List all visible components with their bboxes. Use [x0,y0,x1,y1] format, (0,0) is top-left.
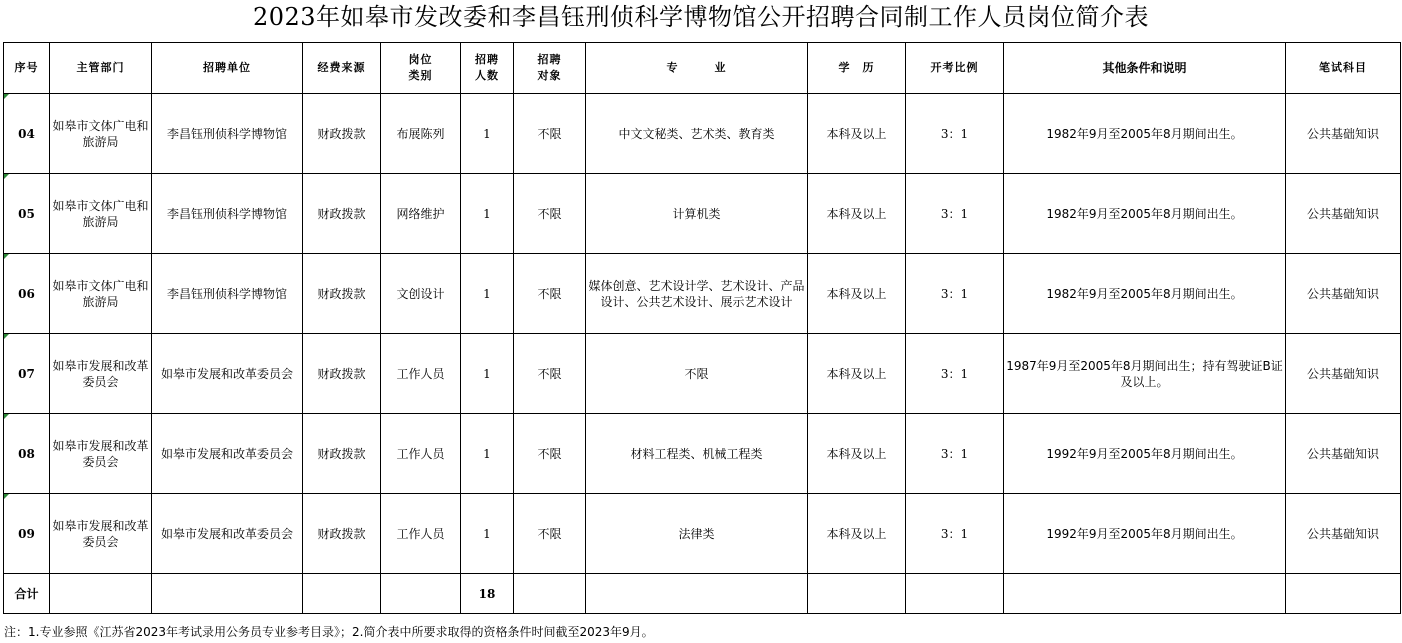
cell-seq [4,414,50,494]
cell-other: 1982年9月至2005年8月期间出生。 [1004,254,1286,334]
total-empty-cell [514,574,586,614]
cell-unit: 李昌钰刑侦科学博物馆 [152,94,303,174]
cell-target: 不限 [514,414,586,494]
cell-edu: 本科及以上 [808,174,906,254]
header-row [4,43,1401,94]
cell-target: 不限 [514,254,586,334]
header-target [514,43,586,94]
cell-edu: 本科及以上 [808,94,906,174]
cell-target: 不限 [514,174,586,254]
cell-count: 1 [461,94,514,174]
header-unit: 招聘单位 [152,43,303,94]
cell-edu: 本科及以上 [808,254,906,334]
cell-fund: 财政拨款 [303,254,381,334]
cell-unit: 如皋市发展和改革委员会 [152,494,303,574]
cell-seq [4,94,50,174]
page-title: 2023年如皋市发改委和李昌钰刑侦科学博物馆公开招聘合同制工作人员岗位简介表 [252,3,1150,31]
header-dept: 主管部门 [50,43,152,94]
cell-dept: 如皋市发展和改革委员会 [50,414,152,494]
header-count-l1: 招聘 [475,53,499,66]
cell-seq-text: 09 [18,526,35,541]
cell-exam: 公共基础知识 [1286,334,1401,414]
header-target-l1: 招聘 [537,53,562,66]
cell-seq [4,174,50,254]
cell-dept: 如皋市发展和改革委员会 [50,494,152,574]
header-target-l2: 对象 [537,69,562,82]
cell-seq-text: 04 [18,126,35,141]
total-empty-cell [808,574,906,614]
header-count-l2: 人数 [475,69,499,82]
cell-major: 媒体创意、艺术设计学、艺术设计、产品设计、公共艺术设计、展示艺术设计 [586,254,808,334]
cell-seq-text: 07 [18,366,35,381]
table-row [4,334,1401,414]
total-empty-cell [381,574,461,614]
cell-edu: 本科及以上 [808,494,906,574]
cell-target: 不限 [514,494,586,574]
cell-count: 1 [461,254,514,334]
cell-seq-text: 06 [18,286,35,301]
table-row [4,494,1401,574]
cell-exam: 公共基础知识 [1286,254,1401,334]
cell-marker-icon [4,174,9,179]
cell-count: 1 [461,414,514,494]
cell-count: 1 [461,494,514,574]
total-label: 合计 [4,574,50,614]
cell-marker-icon [4,414,9,419]
total-empty-cell [1286,574,1401,614]
cell-unit: 李昌钰刑侦科学博物馆 [152,174,303,254]
header-ratio: 开考比例 [906,43,1004,94]
cell-fund: 财政拨款 [303,334,381,414]
footnote: 注：1.专业参照《江苏省2023年考试录用公务员专业参考目录》；2.简介表中所要求取得的资格条件时间截至2023年9月。 [4,625,654,639]
cell-unit: 如皋市发展和改革委员会 [152,334,303,414]
total-empty-cell [1004,574,1286,614]
cell-type: 网络维护 [381,174,461,254]
cell-major: 法律类 [586,494,808,574]
cell-type: 布展陈列 [381,94,461,174]
cell-dept: 如皋市文体广电和旅游局 [50,174,152,254]
total-empty-cell [303,574,381,614]
table-row [4,254,1401,334]
cell-ratio: 3：1 [906,174,1004,254]
cell-edu: 本科及以上 [808,414,906,494]
cell-type: 工作人员 [381,334,461,414]
cell-marker-icon [4,94,9,99]
total-empty-cell [50,574,152,614]
total-empty-cell [906,574,1004,614]
total-row [4,574,1401,614]
cell-marker-icon [4,334,9,339]
job-table [3,42,1401,614]
cell-fund: 财政拨款 [303,414,381,494]
cell-other: 1992年9月至2005年8月期间出生。 [1004,414,1286,494]
cell-major: 计算机类 [586,174,808,254]
header-type-l2: 类别 [408,69,433,82]
header-seq: 序号 [4,43,50,94]
cell-seq [4,254,50,334]
cell-type: 文创设计 [381,254,461,334]
cell-major: 中文文秘类、艺术类、教育类 [586,94,808,174]
table-row [4,414,1401,494]
cell-other: 1982年9月至2005年8月期间出生。 [1004,174,1286,254]
cell-count: 1 [461,174,514,254]
cell-unit: 如皋市发展和改革委员会 [152,414,303,494]
cell-other: 1992年9月至2005年8月期间出生。 [1004,494,1286,574]
cell-major: 材料工程类、机械工程类 [586,414,808,494]
header-exam: 笔试科目 [1286,43,1401,94]
cell-other: 1982年9月至2005年8月期间出生。 [1004,94,1286,174]
header-type-l1: 岗位 [408,53,433,66]
header-type [381,43,461,94]
cell-exam: 公共基础知识 [1286,414,1401,494]
cell-ratio: 3：1 [906,414,1004,494]
cell-dept: 如皋市文体广电和旅游局 [50,94,152,174]
cell-ratio: 3：1 [906,254,1004,334]
cell-seq [4,494,50,574]
total-empty-cell [152,574,303,614]
header-count [461,43,514,94]
cell-exam: 公共基础知识 [1286,494,1401,574]
cell-other: 1987年9月至2005年8月期间出生；持有驾驶证B证及以上。 [1004,334,1286,414]
cell-dept: 如皋市发展和改革委员会 [50,334,152,414]
cell-marker-icon [4,254,9,259]
cell-type: 工作人员 [381,494,461,574]
cell-unit: 李昌钰刑侦科学博物馆 [152,254,303,334]
cell-exam: 公共基础知识 [1286,94,1401,174]
cell-seq [4,334,50,414]
cell-ratio: 3：1 [906,334,1004,414]
cell-exam: 公共基础知识 [1286,174,1401,254]
cell-ratio: 3：1 [906,94,1004,174]
table-row [4,174,1401,254]
cell-fund: 财政拨款 [303,174,381,254]
cell-marker-icon [4,494,9,499]
cell-ratio: 3：1 [906,494,1004,574]
header-fund: 经费来源 [303,43,381,94]
cell-dept: 如皋市文体广电和旅游局 [50,254,152,334]
cell-fund: 财政拨款 [303,94,381,174]
cell-edu: 本科及以上 [808,334,906,414]
cell-target: 不限 [514,334,586,414]
cell-target: 不限 [514,94,586,174]
header-edu: 学 历 [808,43,906,94]
cell-fund: 财政拨款 [303,494,381,574]
header-major: 专 业 [586,43,808,94]
total-empty-cell [586,574,808,614]
total-count: 18 [461,574,514,614]
cell-seq-text: 05 [18,206,35,221]
table-row [4,94,1401,174]
cell-count: 1 [461,334,514,414]
header-other: 其他条件和说明 [1004,43,1286,94]
cell-major: 不限 [586,334,808,414]
cell-type: 工作人员 [381,414,461,494]
cell-seq-text: 08 [18,446,35,461]
